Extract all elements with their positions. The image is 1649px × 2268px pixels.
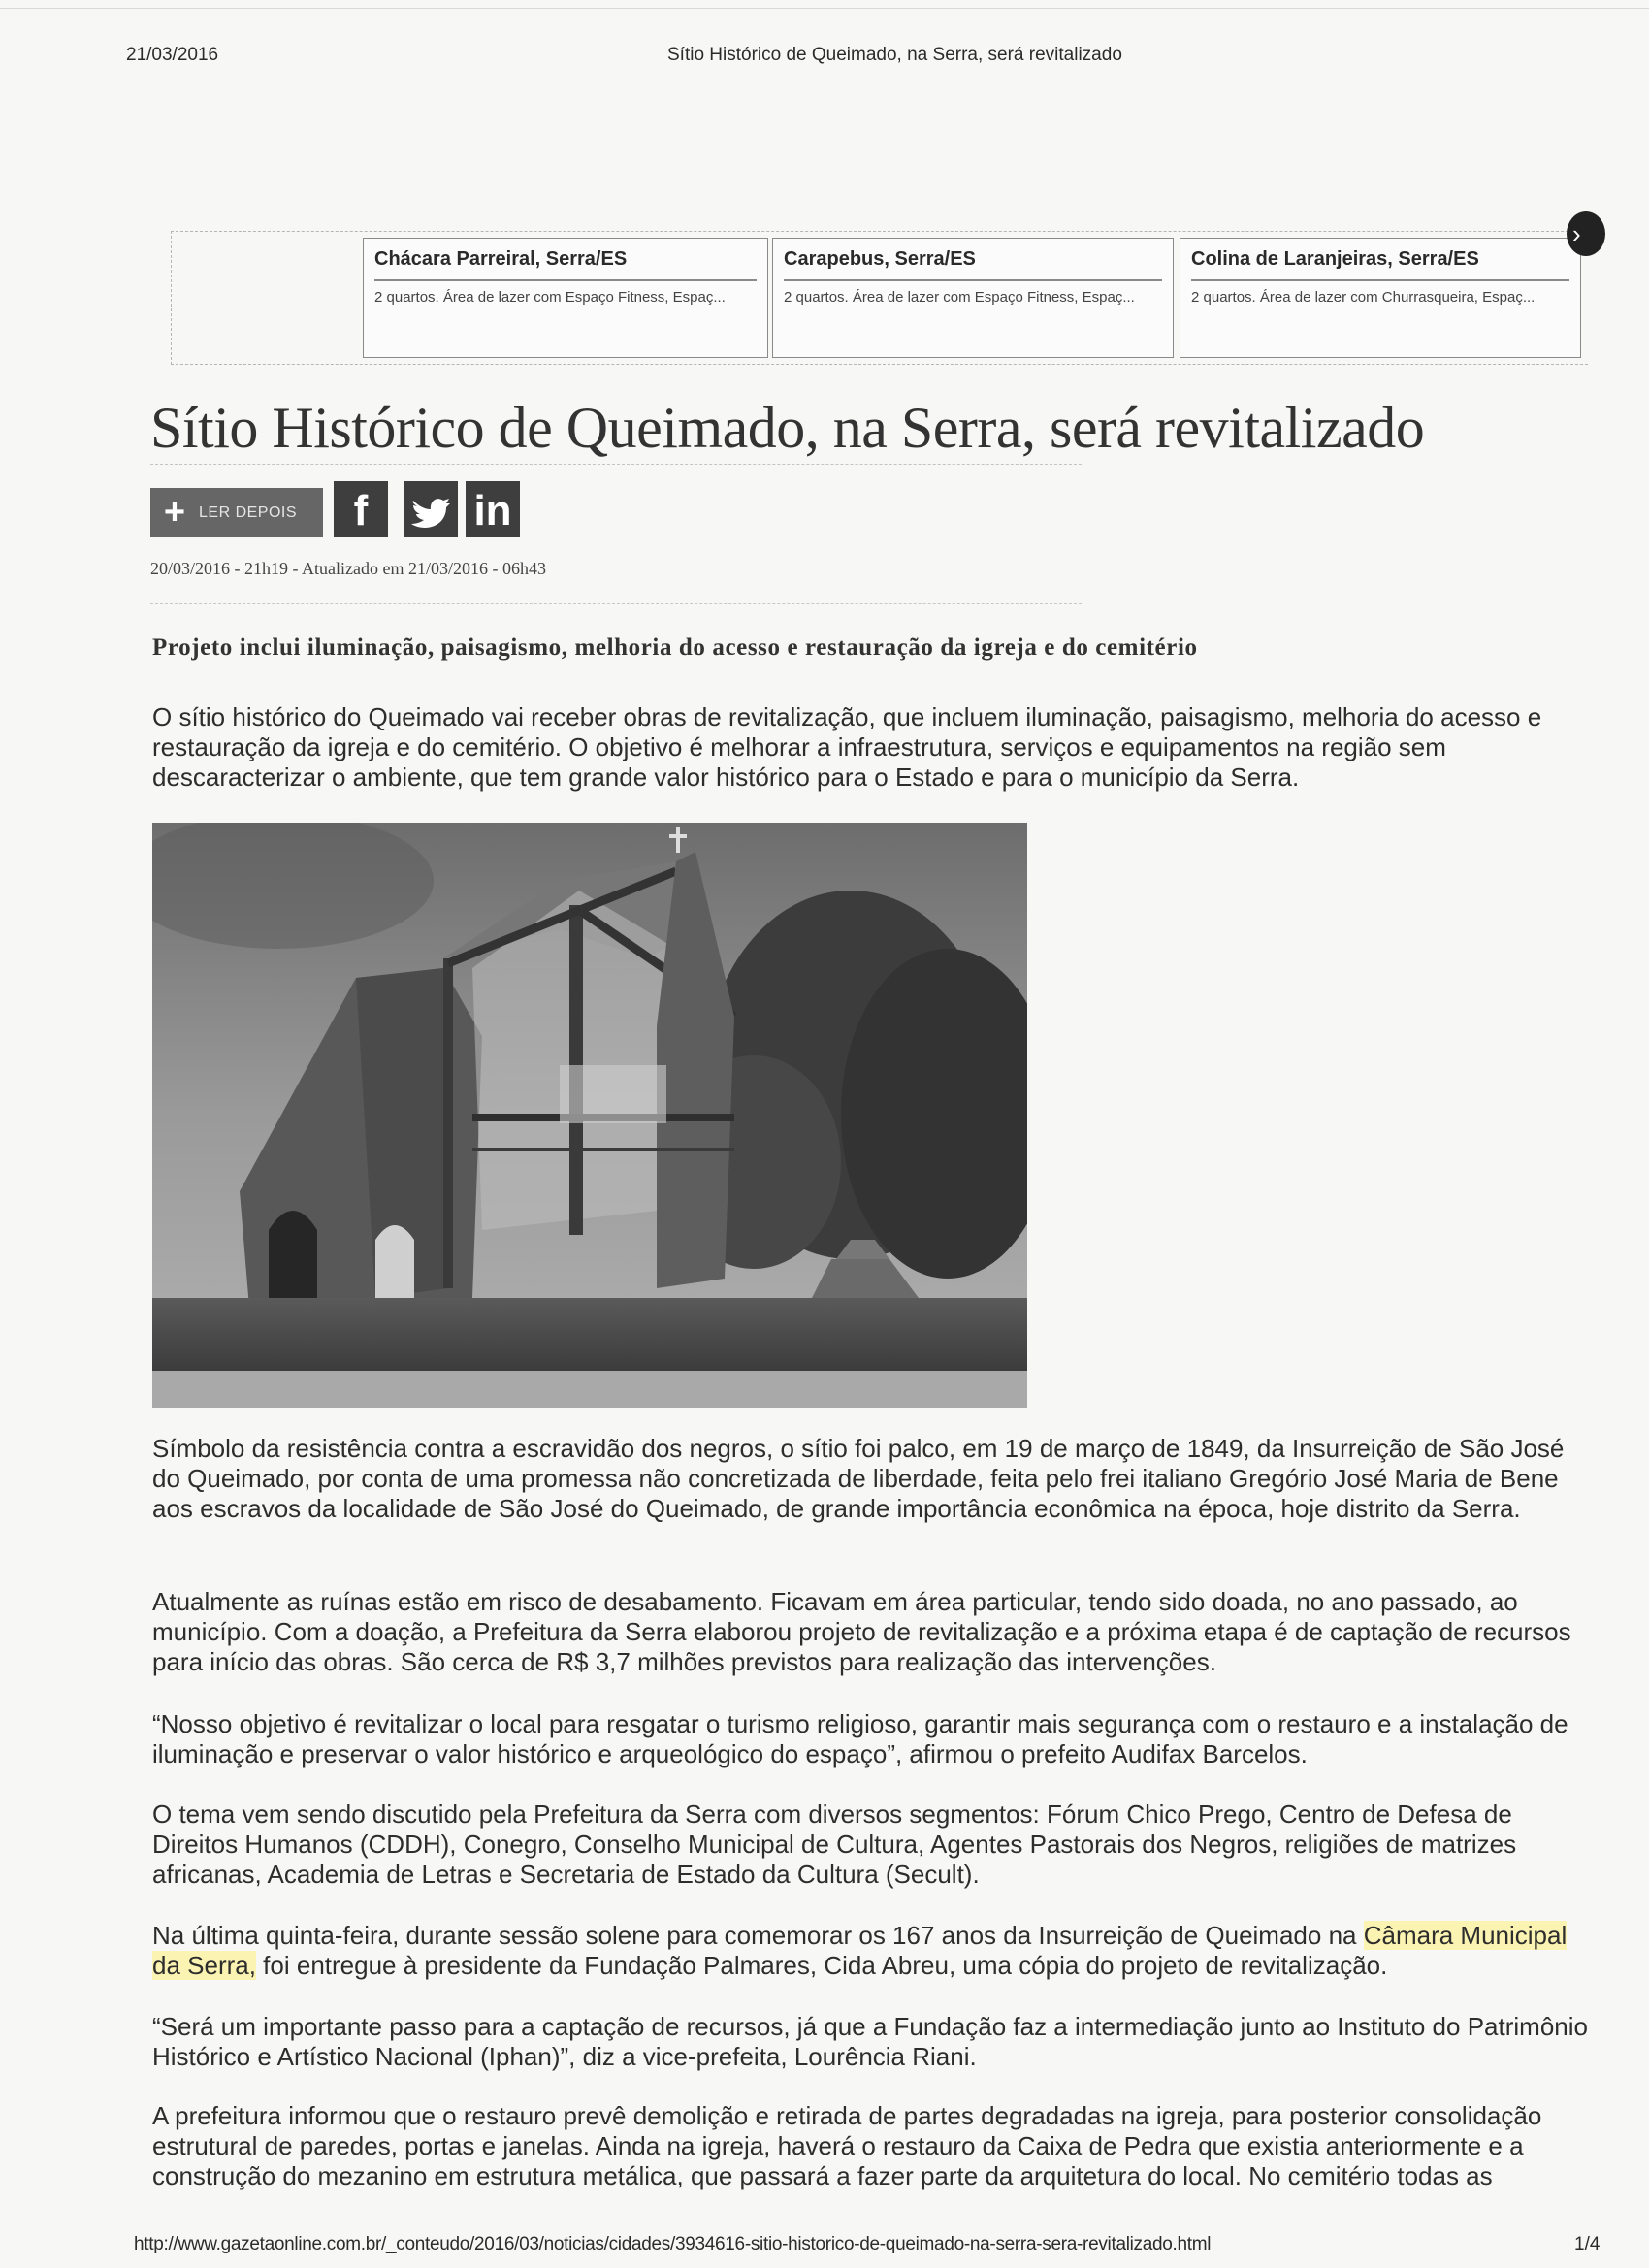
paragraph-text: Atualmente as ruínas estão em risco de desabamento. Ficavam em área particular, tendo sido doada, no ano passado, ao município. Com a doação, a Prefeitura da Serra elaborou projeto de revitalização e a próxima etapa é de captação de recursos para início das obras. São cerca de R$ 3,7 milhões previstos para realização das intervenções. <box>152 1587 1571 1676</box>
article-timestamp: 20/03/2016 - 21h19 - Atualizado em 21/03/2016 - 06h43 <box>150 559 546 578</box>
twitter-share-button[interactable] <box>404 481 458 537</box>
article-paragraph <box>152 1921 1588 1981</box>
listing-divider <box>1191 279 1569 281</box>
article-paragraph <box>152 1434 1588 1524</box>
plus-icon: + <box>163 492 186 533</box>
linkedin-icon: in <box>473 487 512 535</box>
read-later-label: LER DEPOIS <box>199 503 298 521</box>
headline-divider <box>150 464 1082 466</box>
article-photo <box>152 823 1027 1408</box>
article-paragraph <box>152 1709 1588 1769</box>
paragraph-text: A prefeitura informou que o restauro prevê demolição e retirada de partes degradadas na igreja, para posterior consolidação estrutural de paredes, portas e janelas. Ainda na igreja, haverá o restauro da Caixa de Pedra que existia anteriormente e a construção do mezanino em estrutura metálica, que passará a fazer parte da arquitetura do local. No cemitério todas as <box>152 2101 1542 2190</box>
print-date: 21/03/2016 <box>126 45 219 65</box>
highlighted-text: Câmara Municipal da Serra, <box>152 1921 1568 1980</box>
print-title: Sítio Histórico de Queimado, na Serra, será revitalizado <box>667 45 1122 65</box>
print-url: http://www.gazetaonline.com.br/_conteudo/2016/03/noticias/cidades/3934616-sitio-historico-de-queimado-na-serra-sera-revitalizado.html <box>134 2234 1212 2254</box>
listing-title[interactable]: Chácara Parreiral, Serra/ES <box>374 248 628 270</box>
listing-card[interactable] <box>772 238 1174 358</box>
read-later-button[interactable] <box>150 488 323 537</box>
page-number: 1/4 <box>1574 2234 1600 2254</box>
listing-title[interactable]: Carapebus, Serra/ES <box>784 248 976 270</box>
article-subtitle: Projeto inclui iluminação, paisagismo, melhoria do acesso e restauração da igreja e do cemitério <box>152 634 1198 661</box>
listing-description: 2 quartos. Área de lazer com Espaço Fitness, Espaç... <box>784 289 1135 306</box>
listing-divider <box>784 279 1162 281</box>
text-run: foi entregue à presidente da Fundação Palmares, Cida Abreu, uma cópia do projeto de revitalização. <box>255 1951 1388 1980</box>
facebook-icon: f <box>353 487 369 535</box>
text-run: Na última quinta-feira, durante sessão solene para comemorar os 167 anos da Insurreição de Queimado na <box>152 1921 1364 1950</box>
paragraph-text: “Nosso objetivo é revitalizar o local para resgatar o turismo religioso, garantir mais segurança com o restauro e a instalação de iluminação e preservar o valor histórico e arqueológico do espaço”, afirmou o prefeito Audifax Barcelos. <box>152 1709 1568 1768</box>
listing-card[interactable] <box>363 238 768 358</box>
article-paragraph <box>152 2012 1588 2072</box>
article-headline: Sítio Histórico de Queimado, na Serra, será revitalizado <box>150 396 1425 460</box>
church-ruins-image <box>152 823 1027 1408</box>
article-paragraph <box>152 2101 1588 2194</box>
article-paragraph <box>152 1587 1588 1677</box>
listing-divider <box>374 279 757 281</box>
twitter-icon <box>404 481 458 537</box>
linkedin-share-button[interactable] <box>466 481 520 537</box>
top-rule <box>0 8 1649 9</box>
paragraph-text: O tema vem sendo discutido pela Prefeitura da Serra com diversos segmentos: Fórum Chico Prego, Centro de Defesa de Direitos Humanos (CDDH), Conegro, Conselho Municipal de Cultura, Agentes Pastorais dos Negros, religiões de matrizes africanas, Academia de Letras e Secretaria de Estado da Cultura (Secult). <box>152 1799 1517 1889</box>
listing-card[interactable] <box>1180 238 1581 358</box>
facebook-share-button[interactable] <box>334 481 388 537</box>
listing-description: 2 quartos. Área de lazer com Espaço Fitness, Espaç... <box>374 289 726 306</box>
paragraph-text: Símbolo da resistência contra a escravidão dos negros, o sítio foi palco, em 19 de março de 1849, da Insurreição de São José do Queimado, por conta de uma promessa não concretizada de liberdade, feita pelo frei italiano Gregório José Maria de Bene aos escravos da localidade de São José do Queimado, de grande importância econômica na época, hoje distrito da Serra. <box>152 1434 1565 1523</box>
paragraph-text: “Será um importante passo para a captação de recursos, já que a Fundação faz a intermediação junto ao Instituto do Patrimônio Histórico e Artístico Nacional (Iphan)”, diz a vice-prefeita, Lourência Riani. <box>152 2012 1588 2071</box>
article-paragraph <box>152 1799 1588 1890</box>
listing-description: 2 quartos. Área de lazer com Churrasqueira, Espaç... <box>1191 289 1536 306</box>
next-arrow-icon[interactable]: › <box>1567 211 1605 256</box>
listing-title[interactable]: Colina de Laranjeiras, Serra/ES <box>1191 248 1479 270</box>
paragraph-text: O sítio histórico do Queimado vai receber obras de revitalização, que incluem iluminação, paisagismo, melhoria do acesso e restauração da igreja e do cemitério. O objetivo é melhorar a infraestrutura, serviços e equipamentos na região sem descaracterizar o ambiente, que tem grande valor histórico para o Estado e para o município da Serra. <box>152 702 1542 792</box>
paragraph-text <box>152 1921 1588 1981</box>
article-paragraph <box>152 702 1588 793</box>
meta-divider <box>150 603 1082 605</box>
